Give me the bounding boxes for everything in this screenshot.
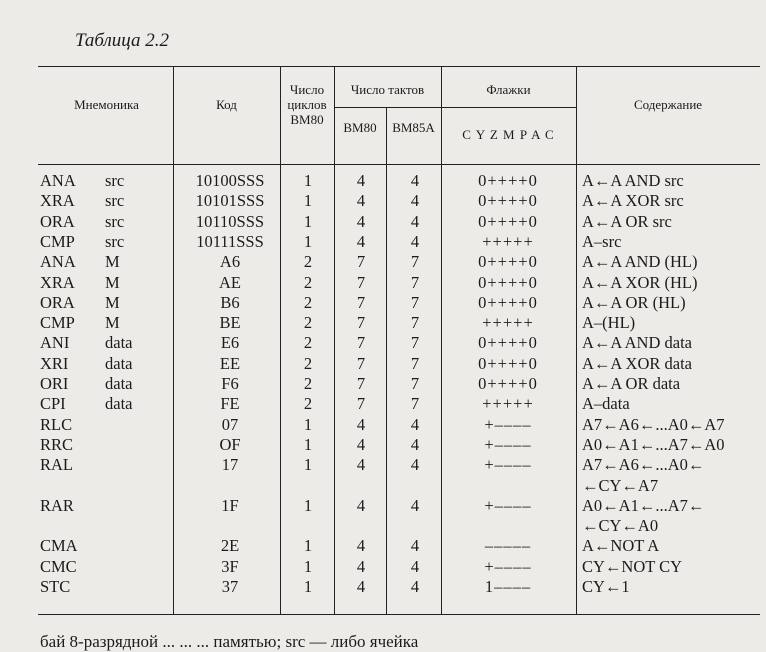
- table-row: [0, 293, 766, 313]
- row-operand: M: [105, 292, 120, 312]
- row-content: A7←A6←...A0←A7: [582, 414, 725, 434]
- header-tacts-bm80: ВМ80: [343, 120, 377, 135]
- table-row: [0, 313, 766, 333]
- table-row: [0, 577, 766, 597]
- row-code: A6: [219, 252, 241, 272]
- row-flags: +++++: [482, 231, 534, 251]
- table-row: [0, 232, 766, 252]
- row-tacts-bm80: 4: [356, 211, 366, 231]
- row-operand: data: [105, 374, 133, 393]
- row-code: 37: [221, 577, 239, 596]
- row-content: A←A OR (HL): [582, 292, 686, 312]
- row-content: A←A OR data: [582, 374, 681, 393]
- row-content: CY←NOT CY: [582, 556, 683, 576]
- row-cycles: 1: [303, 211, 313, 231]
- row-tacts-bm80: 7: [356, 313, 366, 333]
- row-code: F6: [221, 374, 239, 393]
- row-content: A0←A1←...A7←A0: [582, 434, 725, 454]
- row-operand: data: [105, 394, 133, 414]
- header-content: Содержание: [633, 97, 703, 112]
- table-row: [0, 435, 766, 455]
- row-mnemonic: RLC: [40, 414, 73, 434]
- table-row: [0, 476, 766, 496]
- row-code: FE: [220, 394, 240, 414]
- row-content: A←A OR src: [582, 211, 672, 231]
- row-content: A←A AND (HL): [582, 252, 698, 272]
- row-mnemonic: ANA: [40, 171, 76, 190]
- header-flags-sub: C Y Z M P A C: [462, 127, 555, 142]
- row-tacts-bm80: 4: [356, 434, 366, 454]
- row-mnemonic: ANA: [40, 252, 76, 272]
- top-rule: [38, 66, 760, 67]
- row-mnemonic: ORA: [40, 211, 75, 231]
- row-mnemonic: XRI: [40, 353, 69, 373]
- table-row: [0, 516, 766, 536]
- header-cycles: Число циклов ВМ80: [287, 82, 327, 127]
- continuation-text: бай 8-разрядной ... ... ... памятью; src — либо ячейка: [40, 632, 419, 651]
- row-tacts-bm85a: 4: [410, 231, 420, 251]
- row-flags: 0++++0: [478, 272, 538, 292]
- row-content: A7←A6←...A0←: [582, 455, 705, 475]
- row-code: 10111SSS: [196, 231, 264, 251]
- row-tacts-bm85a: 7: [410, 252, 420, 272]
- row-tacts-bm80: 4: [356, 455, 366, 475]
- row-flags: +––––: [484, 414, 532, 434]
- row-content: A←A AND src: [582, 171, 684, 190]
- row-cycles: 1: [303, 191, 313, 211]
- row-operand: M: [105, 252, 120, 272]
- row-mnemonic: STC: [40, 577, 71, 596]
- row-cycles: 2: [303, 353, 313, 373]
- row-tacts-bm85a: 4: [410, 495, 420, 515]
- row-mnemonic: CMC: [40, 556, 77, 576]
- row-content: A←A AND data: [582, 333, 692, 353]
- table-row: [0, 273, 766, 293]
- row-tacts-bm85a: 7: [410, 333, 420, 353]
- row-flags: 0++++0: [478, 374, 538, 393]
- row-content: A←NOT A: [582, 536, 660, 556]
- row-flags: 0++++0: [478, 353, 538, 373]
- row-tacts-bm80: 4: [356, 231, 366, 251]
- row-code: 17: [221, 455, 239, 475]
- header-tacts-bm85a: ВМ85А: [392, 120, 435, 135]
- row-tacts-bm80: 7: [356, 252, 366, 272]
- row-cycles: 1: [303, 495, 313, 515]
- row-mnemonic: XRA: [40, 272, 75, 292]
- row-content: A–(HL): [582, 313, 636, 333]
- row-tacts-bm80: 7: [356, 394, 366, 414]
- row-tacts-bm80: 7: [356, 292, 366, 312]
- row-tacts-bm80: 7: [356, 374, 366, 393]
- table-row: [0, 354, 766, 374]
- row-flags: +––––: [484, 556, 532, 576]
- row-code: 2E: [220, 536, 240, 556]
- row-operand: src: [105, 171, 125, 190]
- row-cycles: 1: [303, 536, 313, 556]
- row-content: A←A XOR data: [582, 353, 692, 373]
- row-cycles: 2: [303, 272, 313, 292]
- row-operand: M: [105, 272, 120, 292]
- row-flags: +––––: [484, 495, 532, 515]
- table-row: [0, 415, 766, 435]
- header-mid-rule: [334, 107, 576, 108]
- row-content: A–src: [582, 231, 622, 251]
- row-flags: 0++++0: [478, 191, 538, 211]
- row-code: 10100SSS: [195, 171, 265, 190]
- row-tacts-bm80: 4: [356, 536, 366, 556]
- row-flags: 0++++0: [478, 292, 538, 312]
- row-content: ←CY←A7: [582, 475, 659, 495]
- row-operand: src: [105, 231, 125, 251]
- row-tacts-bm85a: 4: [410, 211, 420, 231]
- row-cycles: 1: [303, 231, 313, 251]
- row-tacts-bm85a: 7: [410, 374, 420, 393]
- row-cycles: 1: [303, 556, 313, 576]
- row-operand: data: [105, 353, 133, 373]
- header-mnemonic: Мнемоника: [74, 97, 139, 112]
- row-cycles: 2: [303, 394, 313, 414]
- row-cycles: 2: [303, 252, 313, 272]
- row-tacts-bm80: 4: [356, 171, 366, 190]
- row-tacts-bm80: 4: [356, 577, 366, 596]
- row-flags: 1––––: [484, 577, 532, 596]
- table-row: [0, 212, 766, 232]
- bottom-rule: [38, 614, 760, 615]
- row-tacts-bm85a: 4: [410, 536, 420, 556]
- table-row: [0, 191, 766, 211]
- row-cycles: 1: [303, 434, 313, 454]
- row-mnemonic: ORA: [40, 292, 75, 312]
- row-mnemonic: RAL: [40, 455, 73, 475]
- row-mnemonic: CMA: [40, 536, 78, 556]
- row-flags: +––––: [484, 434, 532, 454]
- row-operand: src: [105, 191, 125, 211]
- table-caption: Таблица 2.2: [75, 30, 169, 51]
- row-flags: +++++: [482, 313, 534, 333]
- row-code: 10101SSS: [195, 191, 265, 211]
- table-row: [0, 536, 766, 556]
- row-content: CY←1: [582, 577, 630, 596]
- row-flags: 0++++0: [478, 211, 538, 231]
- row-flags: +––––: [484, 455, 532, 475]
- row-tacts-bm85a: 4: [410, 556, 420, 576]
- table-row: [0, 252, 766, 272]
- row-tacts-bm80: 7: [356, 272, 366, 292]
- row-tacts-bm85a: 7: [410, 272, 420, 292]
- row-tacts-bm85a: 7: [410, 292, 420, 312]
- table-row: [0, 557, 766, 577]
- row-content: A←A XOR (HL): [582, 272, 698, 292]
- row-tacts-bm80: 4: [356, 414, 366, 434]
- row-content: A0←A1←...A7←: [582, 495, 705, 515]
- row-flags: 0++++0: [478, 333, 538, 353]
- row-code: 07: [221, 414, 239, 434]
- row-code: OF: [219, 434, 241, 454]
- row-code: AE: [219, 272, 241, 292]
- row-content: A–data: [582, 394, 630, 414]
- row-mnemonic: CMP: [40, 231, 75, 251]
- row-code: BE: [219, 313, 241, 333]
- row-operand: M: [105, 313, 120, 333]
- table-row: [0, 496, 766, 516]
- row-tacts-bm85a: 4: [410, 577, 420, 596]
- row-cycles: 2: [303, 292, 313, 312]
- row-cycles: 2: [303, 374, 313, 393]
- row-operand: data: [105, 333, 133, 353]
- row-cycles: 1: [303, 577, 313, 596]
- row-operand: src: [105, 211, 125, 231]
- row-tacts-bm85a: 7: [410, 313, 420, 333]
- table-row: [0, 394, 766, 414]
- row-flags: 0++++0: [478, 171, 538, 190]
- row-tacts-bm85a: 4: [410, 434, 420, 454]
- row-content: ←CY←A0: [582, 516, 659, 536]
- row-flags: 0++++0: [478, 252, 538, 272]
- row-flags: +++++: [482, 394, 534, 414]
- row-cycles: 1: [303, 414, 313, 434]
- row-tacts-bm85a: 7: [410, 394, 420, 414]
- row-cycles: 2: [303, 313, 313, 333]
- row-tacts-bm80: 4: [356, 495, 366, 515]
- header-bottom-rule: [38, 164, 760, 165]
- row-tacts-bm80: 7: [356, 333, 366, 353]
- header-code: Код: [216, 97, 237, 112]
- row-code: 10110SSS: [195, 211, 265, 231]
- row-cycles: 2: [303, 333, 313, 353]
- table-row: [0, 455, 766, 475]
- row-flags: –––––: [484, 536, 532, 556]
- header-tacts: Число тактов: [350, 82, 425, 97]
- row-mnemonic: CPI: [40, 394, 66, 414]
- row-content: A←A XOR src: [582, 191, 684, 211]
- row-mnemonic: RRC: [40, 434, 74, 454]
- row-code: 1F: [221, 495, 239, 515]
- row-tacts-bm80: 4: [356, 556, 366, 576]
- table-row: [0, 333, 766, 353]
- row-tacts-bm80: 7: [356, 353, 366, 373]
- row-code: 3F: [221, 556, 239, 576]
- row-mnemonic: ANI: [40, 333, 70, 353]
- row-mnemonic: ORI: [40, 374, 69, 393]
- row-tacts-bm85a: 4: [410, 414, 420, 434]
- row-mnemonic: CMP: [40, 313, 75, 333]
- row-cycles: 1: [303, 455, 313, 475]
- row-cycles: 1: [303, 171, 313, 190]
- row-mnemonic: XRA: [40, 191, 75, 211]
- row-code: EE: [219, 353, 241, 373]
- row-code: B6: [220, 292, 240, 312]
- row-mnemonic: RAR: [40, 495, 74, 515]
- row-tacts-bm85a: 4: [410, 455, 420, 475]
- row-tacts-bm80: 4: [356, 191, 366, 211]
- row-tacts-bm85a: 4: [410, 171, 420, 190]
- table-row: [0, 171, 766, 191]
- row-tacts-bm85a: 4: [410, 191, 420, 211]
- header-flags: Флажки: [486, 82, 531, 97]
- table-row: [0, 374, 766, 394]
- row-code: E6: [220, 333, 240, 353]
- row-tacts-bm85a: 7: [410, 353, 420, 373]
